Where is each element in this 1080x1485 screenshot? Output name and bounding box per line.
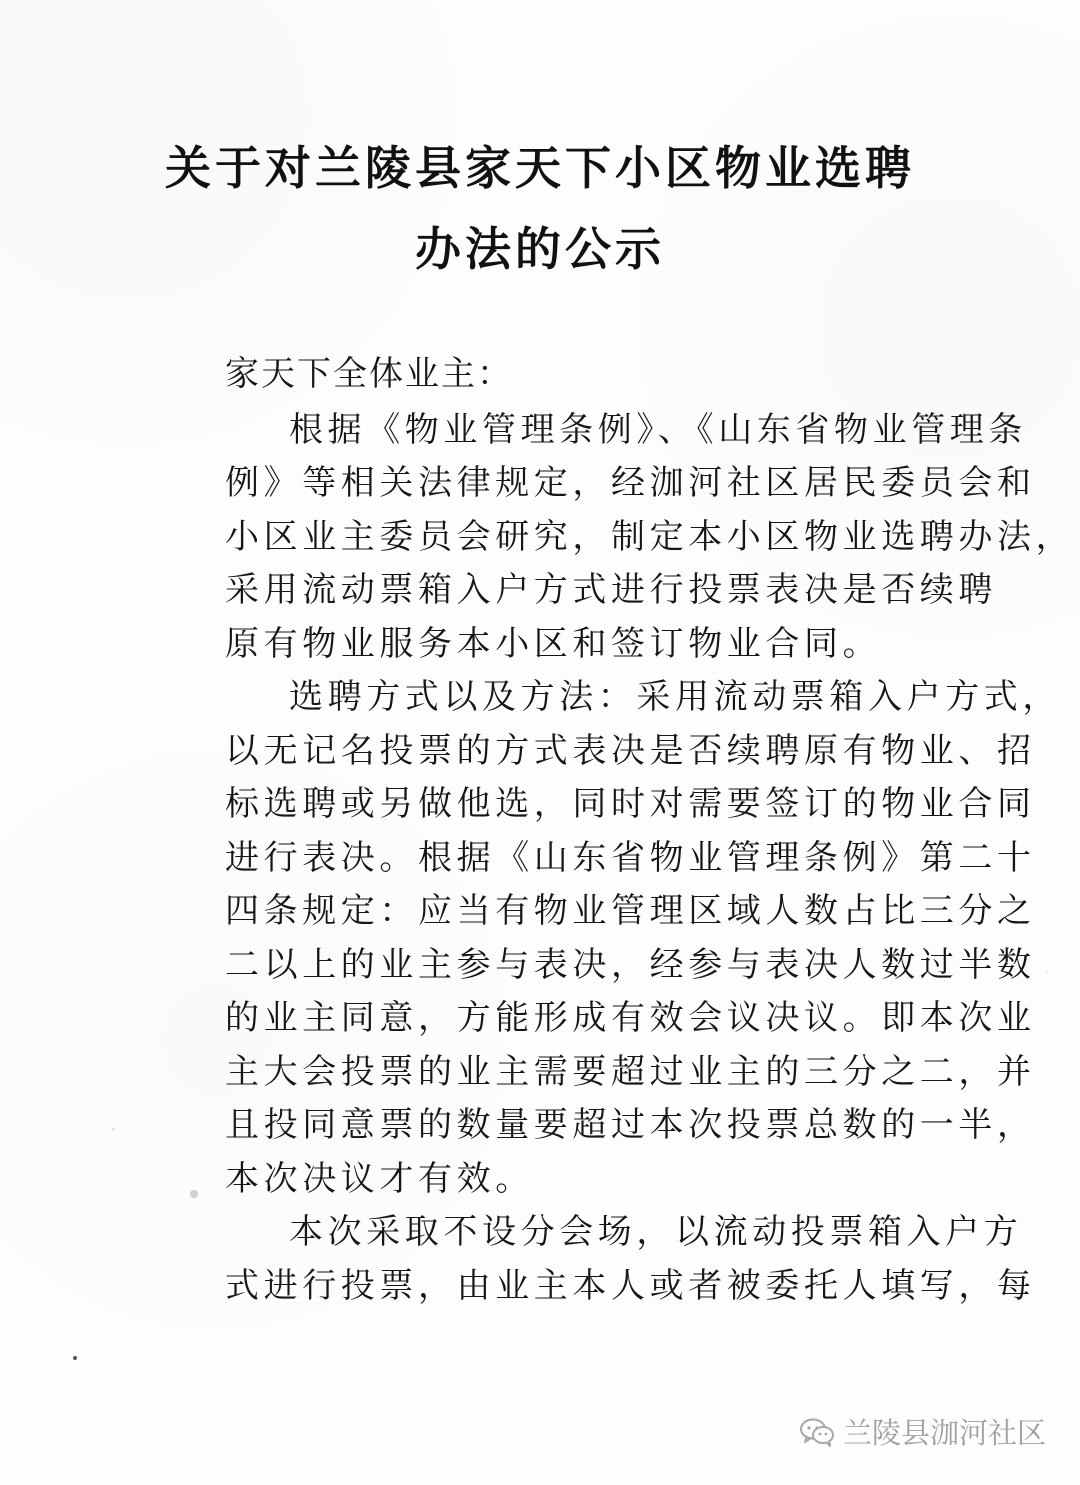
paragraph-line: 的业主同意，方能形成有效会议决议。即本次业 xyxy=(225,998,1036,1038)
greeting: 家天下全体业主： xyxy=(225,354,513,394)
paragraph-line: 进行表决。根据《山东省物业管理条例》第二十 xyxy=(225,837,1036,878)
document-title-line-1: 关于对兰陵县家天下小区物业选聘 xyxy=(165,141,915,195)
document-body xyxy=(225,348,1075,1313)
scan-speck xyxy=(1045,970,1048,973)
paragraph-line: 以无记名投票的方式表决是否续聘原有物业、招 xyxy=(225,730,1036,771)
paragraph-line: 选聘方式以及方法：采用流动票箱入户方式， xyxy=(289,677,1061,717)
paragraph-line: 例》等相关法律规定，经泇河社区居民委员会和 xyxy=(225,463,1036,503)
watermark-text: 兰陵县泇河社区 xyxy=(842,1415,1046,1450)
paragraph-line: 本次采取不设分会场，以流动投票箱入户方 xyxy=(289,1212,1023,1252)
paragraph-line: 本次决议才有效。 xyxy=(225,1158,534,1199)
scan-speck xyxy=(190,1190,198,1198)
source-watermark xyxy=(799,1417,1046,1449)
paragraph-line: 式进行投票，由业主本人或者被委托人填写，每 xyxy=(225,1265,1036,1306)
paragraph-line: 且投同意票的数量要超过本次投票总数的一半， xyxy=(225,1105,1036,1145)
scan-speck xyxy=(112,1128,115,1131)
scan-speck xyxy=(73,1356,77,1360)
document-title-line-2: 办法的公示 xyxy=(415,222,665,276)
paragraph-line: 原有物业服务本小区和签订物业合同。 xyxy=(225,623,882,664)
paragraph-line: 四条规定：应当有物业管理区域人数占比三分之 xyxy=(225,891,1036,931)
paragraph-line: 二以上的业主参与表决，经参与表决人数过半数 xyxy=(225,944,1036,985)
paragraph-line: 主大会投票的业主需要超过业主的三分之二，并 xyxy=(225,1051,1036,1092)
paragraph-line: 小区业主委员会研究，制定本小区物业选聘办法， xyxy=(225,516,1075,557)
paragraph-line: 采用流动票箱入户方式进行投票表决是否续聘 xyxy=(225,570,997,610)
paragraph-line: 标选聘或另做他选，同时对需要签订的物业合同 xyxy=(225,784,1036,824)
paragraph-line: 根据《物业管理条例》、《山东省物业管理条 xyxy=(289,409,1027,450)
wechat-icon xyxy=(799,1417,835,1449)
